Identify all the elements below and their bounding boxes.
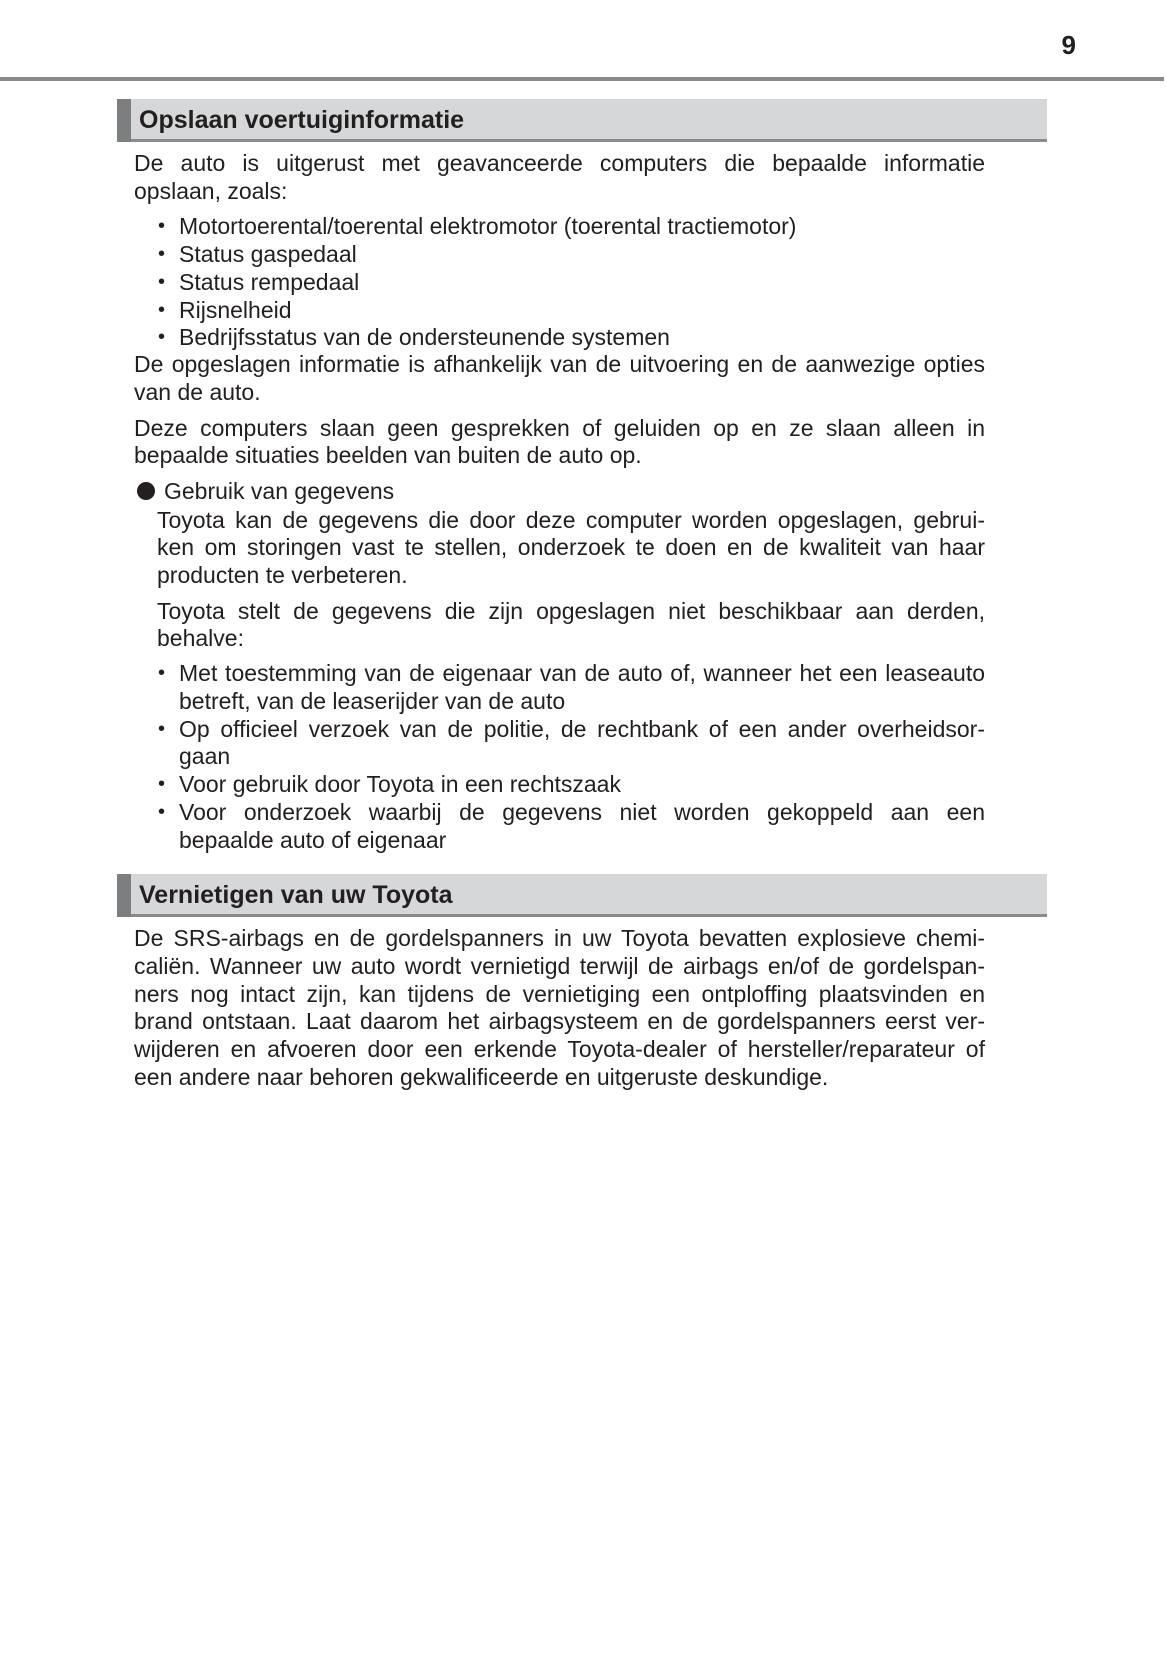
bullet-icon: • [158, 215, 166, 237]
section-header-accent [117, 99, 131, 142]
list-item-text: Status gaspedaal [179, 241, 357, 267]
bullet-icon: • [158, 326, 166, 348]
bullet-icon: • [158, 299, 166, 321]
paragraph-line: De opgeslagen informatie is afhankelijk van de uitvoering en de aanwezige opties [134, 351, 985, 377]
list-item-text: Voor gebruik door Toyota in een rechtszaak [179, 771, 621, 797]
list-item-text: Motortoerental/toerental elektromotor (toerental tractiemotor) [179, 213, 797, 239]
paragraph-line: ken om storingen vast te stellen, onderzoek te doen en de kwaliteit van haar [157, 534, 985, 560]
page-number: 9 [1061, 30, 1076, 60]
paragraph-line: Toyota stelt de gegevens die zijn opgeslagen niet beschikbaar aan derden, [157, 598, 985, 624]
list-item-text: Op officieel verzoek van de politie, de rechtbank of een ander overheidsor- [179, 716, 985, 742]
subsection-title: Gebruik van gegevens [164, 478, 395, 504]
paragraph-line: Toyota kan de gegevens die door deze computer worden opgeslagen, gebrui- [157, 507, 985, 533]
section-header-opslaan [117, 99, 1047, 142]
circle-bullet-icon [137, 482, 155, 500]
paragraph-line: De SRS-airbags en de gordelspanners in uw Toyota bevatten explosieve chemi- [134, 925, 985, 951]
paragraph-line: opslaan, zoals: [134, 178, 288, 204]
bullet-icon: • [158, 801, 166, 823]
list-item-text: bepaalde auto of eigenaar [179, 827, 447, 853]
paragraph-line: Deze computers slaan geen gesprekken of geluiden op en ze slaan alleen in [134, 415, 985, 441]
paragraph-line: wijderen en afvoeren door een erkende Toyota-dealer of hersteller/reparateur of [134, 1036, 985, 1062]
list-item-text: Met toestemming van de eigenaar van de auto of, wanneer het een leaseauto [179, 660, 985, 686]
paragraph-line: De auto is uitgerust met geavanceerde computers die bepaalde informatie [134, 150, 985, 176]
section-title: Vernietigen van uw Toyota [139, 881, 453, 909]
section-header-vernietigen [117, 874, 1047, 917]
paragraph-line: caliën. Wanneer uw auto wordt vernietigd terwijl de airbags en/of de gordelspan- [134, 953, 985, 979]
paragraph-line: brand ontstaan. Laat daarom het airbagsysteem en de gordelspanners eerst ver- [134, 1008, 985, 1034]
list-item-text: Rijsnelheid [179, 297, 292, 323]
bullet-icon: • [158, 718, 166, 740]
list-item-text: Bedrijfsstatus van de ondersteunende systemen [179, 324, 670, 350]
list-item-text: betreft, van de leaserijder van de auto [179, 688, 566, 714]
paragraph-line: van de auto. [134, 379, 261, 405]
list-item-text: Status rempedaal [179, 269, 360, 295]
section-title: Opslaan voertuiginformatie [139, 106, 465, 134]
bullet-icon: • [158, 662, 166, 684]
paragraph-line: behalve: [157, 625, 244, 651]
paragraph-line: een andere naar behoren gekwalificeerde en uitgeruste deskundige. [134, 1064, 829, 1090]
bullet-icon: • [158, 271, 166, 293]
bullet-icon: • [158, 243, 166, 265]
paragraph-line: bepaalde situaties beelden van buiten de auto op. [134, 442, 642, 468]
bullet-icon: • [158, 773, 166, 795]
list-item-text: gaan [179, 743, 231, 769]
paragraph-line: ners nog intact zijn, kan tijdens de vernietiging een ontploffing plaatsvinden en [134, 981, 985, 1007]
paragraph-line: producten te verbeteren. [157, 562, 408, 588]
list-item-text: Voor onderzoek waarbij de gegevens niet worden gekoppeld aan een [179, 799, 985, 825]
top-divider [0, 77, 1164, 81]
section-header-accent [117, 874, 131, 917]
